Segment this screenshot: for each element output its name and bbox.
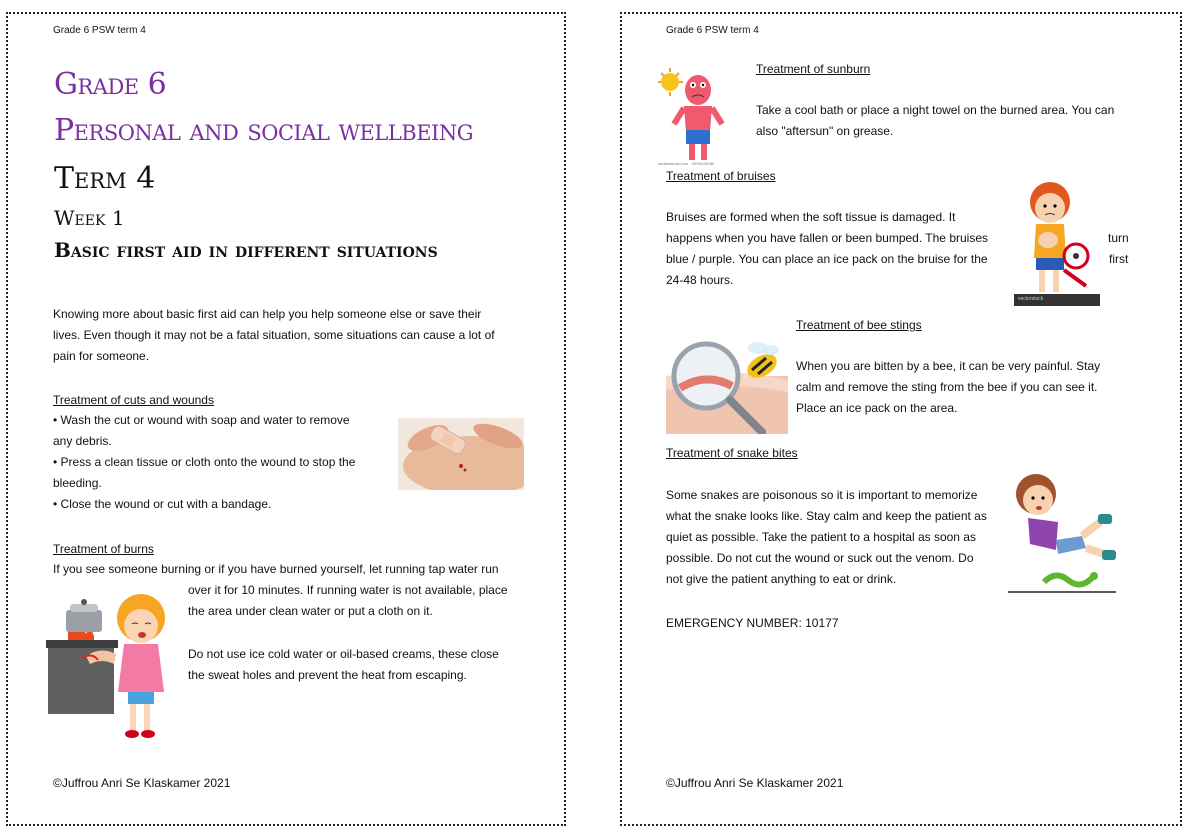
cuts-list xyxy=(53,410,383,515)
snake-heading: Treatment of snake bites xyxy=(666,446,798,460)
intro-line: pain for someone. xyxy=(53,349,150,363)
bruises-line-end: turn xyxy=(1108,231,1129,245)
bee-sting-illustration xyxy=(666,336,788,434)
burns-paragraph xyxy=(188,580,538,622)
burns-line: the area under clean water or put a cloth on it. xyxy=(188,604,433,618)
bee-line: calm and remove the sting from the bee if you can see it. xyxy=(796,380,1098,394)
title-term: Term 4 xyxy=(54,161,156,196)
bee-paragraph xyxy=(796,356,1126,419)
bruises-line-end: first xyxy=(1109,252,1129,266)
bruises-image-caption: vectorstock xyxy=(1018,296,1044,302)
burns-warning xyxy=(188,644,538,686)
sunburn-image-caption: shutterstock.com · 2009125080 xyxy=(658,161,715,166)
burns-line: If you see someone burning or if you have burned yourself, let running tap water run xyxy=(53,562,499,576)
sunburn-line: Take a cool bath or place a night towel on the burned area. You can xyxy=(756,103,1115,117)
bruises-line: happens when you have fallen or been bumped. The bruises xyxy=(666,231,989,245)
page-footer: ©Juffrou Anri Se Klaskamer 2021 xyxy=(666,776,844,790)
burns-line: over it for 10 minutes. If running water is not available, place xyxy=(188,583,508,597)
bandage-photo xyxy=(398,418,524,490)
bruises-illustration xyxy=(1014,178,1100,306)
bee-heading: Treatment of bee stings xyxy=(796,318,922,332)
title-topic: Basic first aid in different situations xyxy=(54,238,438,262)
cuts-line: • Wash the cut or wound with soap and water to remove xyxy=(53,413,350,427)
sunburn-illustration xyxy=(658,68,738,168)
burns-heading: Treatment of burns xyxy=(53,542,154,556)
bruises-line: 24-48 hours. xyxy=(666,273,734,287)
intro-line: lives. Even though it may not be a fatal situation, some situations can cause a lot of xyxy=(53,328,495,342)
snake-line: what the snake looks like. Stay calm and keep the patient as xyxy=(666,509,987,523)
snake-paragraph xyxy=(666,485,1006,590)
snake-bite-illustration xyxy=(1008,470,1118,594)
right-page xyxy=(620,12,1182,826)
cuts-line: bleeding. xyxy=(53,476,102,490)
cuts-line: • Close the wound or cut with a bandage. xyxy=(53,497,272,511)
page-footer: ©Juffrou Anri Se Klaskamer 2021 xyxy=(53,776,231,790)
emergency-number: EMERGENCY NUMBER: 10177 xyxy=(666,616,839,630)
burn-illustration xyxy=(46,582,182,742)
bee-line: Place an ice pack on the area. xyxy=(796,401,958,415)
sunburn-paragraph xyxy=(756,100,1146,142)
page-header: Grade 6 PSW term 4 xyxy=(53,25,146,36)
intro-paragraph xyxy=(53,304,523,367)
cuts-heading: Treatment of cuts and wounds xyxy=(53,393,214,407)
left-page xyxy=(6,12,566,826)
bee-line: When you are bitten by a bee, it can be very painful. Stay xyxy=(796,359,1101,373)
snake-line: possible. Do not cut the wound or suck out the venom. Do xyxy=(666,551,974,565)
burns-line: Do not use ice cold water or oil-based creams, these close xyxy=(188,647,499,661)
bruises-heading: Treatment of bruises xyxy=(666,169,776,183)
burns-line: the sweat holes and prevent the heat from escaping. xyxy=(188,668,467,682)
page-header: Grade 6 PSW term 4 xyxy=(666,25,759,36)
cuts-line: • Press a clean tissue or cloth onto the wound to stop the xyxy=(53,455,356,469)
title-week: Week 1 xyxy=(54,206,125,230)
title-subject: Personal and social wellbeing xyxy=(54,113,473,148)
snake-line: Some snakes are poisonous so it is important to memorize xyxy=(666,488,978,502)
intro-line: Knowing more about basic first aid can help you help someone else or save their xyxy=(53,307,482,321)
title-grade: Grade 6 xyxy=(54,67,167,102)
sunburn-line: also "aftersun" on grease. xyxy=(756,124,894,138)
snake-line: not give the patient anything to eat or drink. xyxy=(666,572,897,586)
snake-line: quiet as possible. Take the patient to a hospital as soon as xyxy=(666,530,976,544)
cuts-line: any debris. xyxy=(53,434,112,448)
bruises-line: blue / purple. You can place an ice pack on the bruise for the xyxy=(666,252,988,266)
sunburn-heading: Treatment of sunburn xyxy=(756,62,871,76)
bruises-line: Bruises are formed when the soft tissue is damaged. It xyxy=(666,210,956,224)
